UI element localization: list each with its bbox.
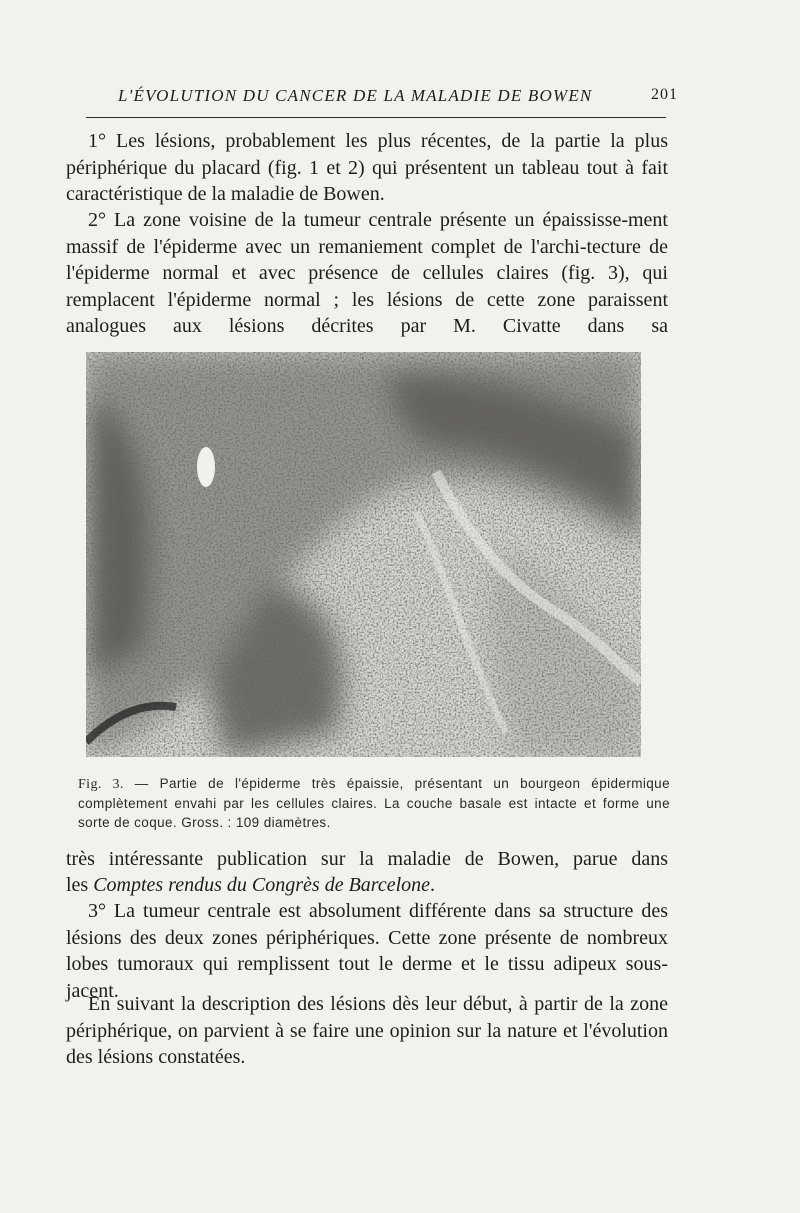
continuation-prefix: les xyxy=(66,874,89,896)
page-number: 201 xyxy=(651,86,678,103)
header-rule xyxy=(86,117,666,118)
figure-caption-text: — Partie de l'épiderme très épaissie, présentant un bourgeon épidermique complètement envahi par les cellules claires. La couche basale est intacte et forme une sorte de coque. Gross. : 109 diamètres. xyxy=(78,776,670,830)
journal-title: Comptes rendus du Congrès de Barcelone xyxy=(93,874,431,896)
paragraph-4: En suivant la description des lésions dès leur début, à partir de la zone périphérique, on parvient à se faire une opinion sur la nature et l'évolution des lésions constatées. xyxy=(66,993,668,1069)
figure-caption xyxy=(78,774,670,832)
continuation-line-2 xyxy=(66,872,668,899)
continuation-suffix: . xyxy=(430,874,436,896)
paragraph-1: 1° Les lésions, probablement les plus récentes, de la partie la plus périphérique du placard (fig. 1 et 2) qui présentent un tableau tout à fait caractéristique de la maladie de Bowen. xyxy=(66,130,668,206)
running-head xyxy=(118,86,678,112)
figure-label: Fig. 3. xyxy=(78,777,124,792)
running-title: L'ÉVOLUTION DU CANCER DE LA MALADIE DE BOWEN xyxy=(118,86,593,105)
paragraph-2: 2° La zone voisine de la tumeur centrale présente un épaississe-ment massif de l'épiderme avec un remaniement complet de l'archi-tecture de l'épiderme normal et avec présence de cellules claires (fig. 3), qui remplacent l'épiderme normal ; les lésions de cette zone paraissent analogues aux lésions décrites par M. Civatte dans sa xyxy=(66,209,668,338)
paragraph-3: 3° La tumeur centrale est absolument différente dans sa structure des lésions des deux zones périphériques. Cette zone présente de nombreux lobes tumoraux qui remplissent tout le derme et le tissu adipeux sous-jacent. xyxy=(66,900,668,1002)
micrograph-figure xyxy=(86,352,641,757)
micrograph-image xyxy=(86,352,641,757)
continuation-line-1: très intéressante publication sur la maladie de Bowen, parue dans xyxy=(66,848,668,870)
